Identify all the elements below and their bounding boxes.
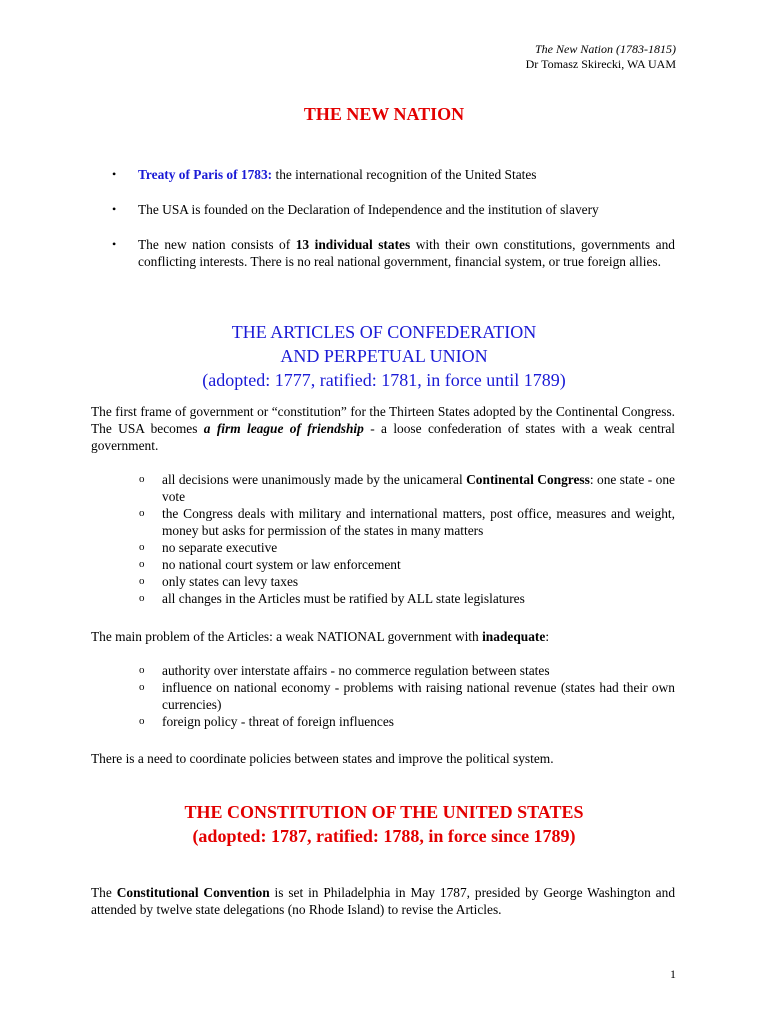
problems-list <box>139 662 675 730</box>
list-item <box>139 556 675 573</box>
list-item <box>139 573 675 590</box>
bullet-glyph: • <box>112 167 117 181</box>
constitution-heading-line2: (adopted: 1787, ratified: 1788, in force since 1789) <box>192 826 576 846</box>
articles-heading-line1: THE ARTICLES OF CONFEDERATION <box>231 322 537 342</box>
intro-text-emphasis: a firm league of friendship <box>203 421 364 436</box>
list-item-text: no national court system or law enforcement <box>162 557 401 572</box>
list-item <box>139 662 675 679</box>
intro-text-pre: The first frame of government or “constitution” for the Thirteen States adopted by the Continental Congress. The USA becomes <box>91 404 675 436</box>
problem-text-post: : <box>545 629 550 644</box>
header-course-title: The New Nation (1783-1815) <box>535 42 676 56</box>
coordination-need-paragraph: There is a need to coordinate policies between states and improve the political system. <box>91 751 554 766</box>
list-item-text: all changes in the Articles must be ratified by ALL state legislatures <box>162 591 525 606</box>
bullet-text: the international recognition of the United States <box>272 167 537 182</box>
list-item-text-post: : one state - one vote <box>162 472 675 504</box>
convention-text-bold: Constitutional Convention <box>116 885 270 900</box>
convention-text-post: is set in Philadelphia in May 1787, presided by George Washington and attended by twelve state delegations (no Rhode Island) to revise the Articles. <box>91 885 676 917</box>
list-item-text: all decisions were unanimously made by the unicameral <box>162 472 467 487</box>
circle-bullet-glyph: o <box>139 507 145 519</box>
bullet-item-founding <box>112 201 675 218</box>
bullet-item-treaty <box>112 166 675 183</box>
list-item <box>139 713 675 730</box>
circle-bullet-glyph: o <box>139 681 145 693</box>
page-number: 1 <box>670 967 676 981</box>
list-item-text: no separate executive <box>162 540 278 555</box>
articles-heading-line2: AND PERPETUAL UNION <box>280 346 488 366</box>
circle-bullet-glyph: o <box>139 575 145 587</box>
constitution-heading-line1: THE CONSTITUTION OF THE UNITED STATES <box>184 802 584 822</box>
list-item <box>139 539 675 556</box>
circle-bullet-glyph: o <box>139 541 145 553</box>
main-problem-paragraph <box>91 628 675 645</box>
list-item-text: influence on national economy - problems with raising national revenue (states had their own currencies) <box>162 680 675 712</box>
articles-heading-line3: (adopted: 1777, ratified: 1781, in force until 1789) <box>202 370 566 390</box>
list-item <box>139 471 675 505</box>
convention-text-pre: The <box>91 885 117 900</box>
bullet-text-pre: The new nation consists of <box>138 237 296 252</box>
circle-bullet-glyph: o <box>139 592 145 604</box>
list-item-text: the Congress deals with military and international matters, post office, measures and weight, money but asks for permission of the states in many matters <box>162 506 675 538</box>
bullet-text-bold: 13 individual states <box>295 237 411 252</box>
articles-heading <box>0 320 768 392</box>
bullet-text: The USA is founded on the Declaration of Independence and the institution of slavery <box>138 202 599 217</box>
circle-bullet-glyph: o <box>139 558 145 570</box>
list-item <box>139 679 675 713</box>
treaty-link-text: Treaty of Paris of 1783: <box>138 167 273 182</box>
list-item-text: foreign policy - threat of foreign influences <box>162 714 395 729</box>
articles-intro-paragraph <box>91 403 675 454</box>
circle-bullet-glyph: o <box>139 664 145 676</box>
header-author: Dr Tomasz Skirecki, WA UAM <box>525 57 676 71</box>
convention-paragraph <box>91 884 675 918</box>
page-title: THE NEW NATION <box>303 104 465 124</box>
problem-text-pre: The main problem of the Articles: a weak NATIONAL government with <box>91 629 483 644</box>
bullet-glyph: • <box>112 202 117 216</box>
problem-text-bold: inadequate <box>482 629 546 644</box>
list-item <box>139 505 675 539</box>
bullet-glyph: • <box>112 237 117 251</box>
running-header <box>526 42 676 72</box>
list-item-bold: Continental Congress <box>466 472 590 487</box>
constitution-heading <box>0 800 768 848</box>
list-item <box>139 590 675 607</box>
articles-features-list <box>139 471 675 607</box>
list-item-text: authority over interstate affairs - no commerce regulation between states <box>162 663 550 678</box>
list-item-text: only states can levy taxes <box>162 574 299 589</box>
circle-bullet-glyph: o <box>139 715 145 727</box>
circle-bullet-glyph: o <box>139 473 145 485</box>
bullet-item-new-nation <box>112 236 675 270</box>
bullet-text-post: with their own constitutions, governments and conflicting interests. There is no real national government, financial system, or true foreign allies. <box>138 237 675 269</box>
intro-text-post: - a loose confederation of states with a weak central government. <box>91 421 676 453</box>
